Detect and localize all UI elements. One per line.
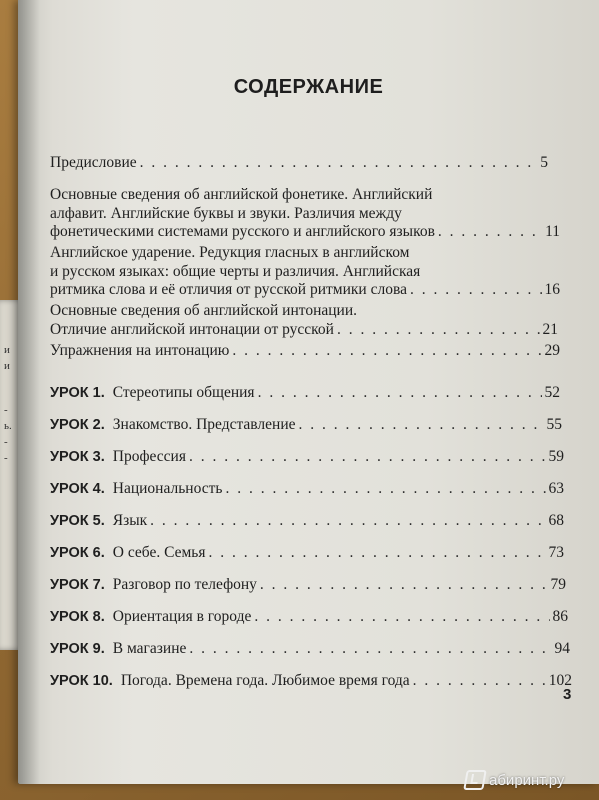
lesson-entry (50, 608, 568, 627)
toc-page-number: 16 (544, 281, 560, 298)
toc-entry (50, 244, 560, 300)
lesson-title: В магазине (112, 640, 187, 657)
page-number: 3 (563, 686, 572, 703)
toc-page-number: 86 (552, 608, 568, 625)
lesson-title: Погода. Времена года. Любимое время года (120, 672, 410, 689)
leader-dots (337, 321, 540, 340)
lesson-label: УРОК 8. (50, 609, 105, 625)
lesson-label: УРОК 2. (50, 417, 105, 433)
toc-page-number: 5 (540, 154, 548, 171)
lesson-title: О себе. Семья (112, 544, 206, 561)
page-title: СОДЕРЖАНИЕ (233, 76, 384, 98)
toc-entry-text: ритмика слова и её отличия от русской ритмики слова (50, 281, 407, 298)
leader-dots (260, 576, 548, 595)
lesson-label: УРОК 9. (50, 641, 105, 657)
lesson-entry (50, 640, 570, 659)
toc-entry-text: Отличие английской интонации от русской (50, 320, 334, 338)
labirint-logo-icon (463, 770, 487, 790)
lesson-entry (50, 512, 564, 531)
lesson-entry (50, 480, 564, 499)
toc-page-number: 21 (542, 320, 558, 338)
toc-page-number: 11 (545, 223, 560, 240)
lesson-title: Знакомство. Представление (112, 416, 296, 433)
leader-dots (410, 281, 542, 300)
leader-dots (413, 672, 546, 691)
lesson-label: УРОК 3. (50, 449, 105, 465)
leader-dots (299, 416, 544, 435)
toc-page-number: 79 (550, 576, 566, 593)
side-fragment: - (4, 436, 8, 448)
toc-entry-text: Основные сведения об английской интонации. (50, 302, 358, 319)
toc-page-number: 94 (554, 640, 570, 657)
lesson-entry (50, 448, 564, 467)
lesson-title: Язык (112, 512, 148, 529)
lesson-label: УРОК 1. (50, 385, 105, 401)
leader-dots (189, 640, 551, 659)
toc-entry-text: Упражнения на интонацию (50, 342, 230, 359)
leader-dots (189, 448, 546, 467)
lesson-entry (50, 416, 562, 435)
toc-entry-text: Английское ударение. Редукция гласных в английском (50, 244, 410, 261)
side-fragment: и (4, 360, 10, 372)
lesson-entry (50, 544, 564, 563)
leader-dots (258, 384, 542, 403)
lesson-title: Профессия (112, 448, 186, 465)
lesson-label: УРОК 6. (50, 545, 105, 561)
leader-dots (140, 154, 538, 173)
leader-dots (438, 223, 542, 242)
lesson-label: УРОК 7. (50, 577, 105, 593)
toc-entry-text: и русском языках: общие черты и различия. Английская (50, 262, 421, 280)
toc-entry (50, 302, 558, 339)
side-fragment: ь. (4, 420, 12, 432)
lesson-entry (50, 576, 566, 595)
toc-page-number: 29 (544, 342, 560, 359)
side-fragment: - (4, 452, 8, 464)
toc-entry-text: Основные сведения об английской фонетике. Английский (50, 186, 433, 203)
side-fragment: и (4, 344, 10, 356)
toc-entry (50, 154, 548, 173)
watermark (465, 768, 564, 792)
leader-dots (150, 512, 545, 531)
lesson-entry (50, 384, 560, 403)
lesson-label: УРОК 10. (50, 673, 113, 689)
toc-page-number: 55 (546, 416, 562, 433)
side-fragment: - (4, 404, 8, 416)
lesson-title: Разговор по телефону (112, 576, 257, 593)
toc-entry-text: алфавит. Английские буквы и звуки. Различия между (50, 204, 402, 222)
page-gutter-shadow (18, 0, 40, 784)
lesson-title: Ориентация в городе (112, 608, 252, 625)
toc-entry (50, 342, 560, 361)
lesson-label: УРОК 4. (50, 481, 105, 497)
toc-page-number: 63 (548, 480, 564, 497)
toc-page-number: 59 (548, 448, 564, 465)
lesson-title: Национальность (112, 480, 223, 497)
lesson-entry (50, 672, 572, 691)
leader-dots (232, 342, 541, 361)
leader-dots (254, 608, 549, 627)
book-page (18, 0, 599, 784)
toc-page-number: 73 (548, 544, 564, 561)
toc-entry-text: Предисловие (50, 154, 137, 171)
lesson-title: Стереотипы общения (112, 384, 255, 401)
toc-page-number: 68 (548, 512, 564, 529)
toc-entry (50, 186, 560, 242)
leader-dots (209, 544, 546, 563)
watermark-text: абиринт.ру (489, 771, 565, 789)
toc-page-number: 52 (544, 384, 560, 401)
toc-entry-text: фонетическими системами русского и английского языков (50, 223, 435, 240)
leader-dots (225, 480, 545, 499)
toc-page-number: 102 (548, 672, 572, 689)
lesson-label: УРОК 5. (50, 513, 105, 529)
